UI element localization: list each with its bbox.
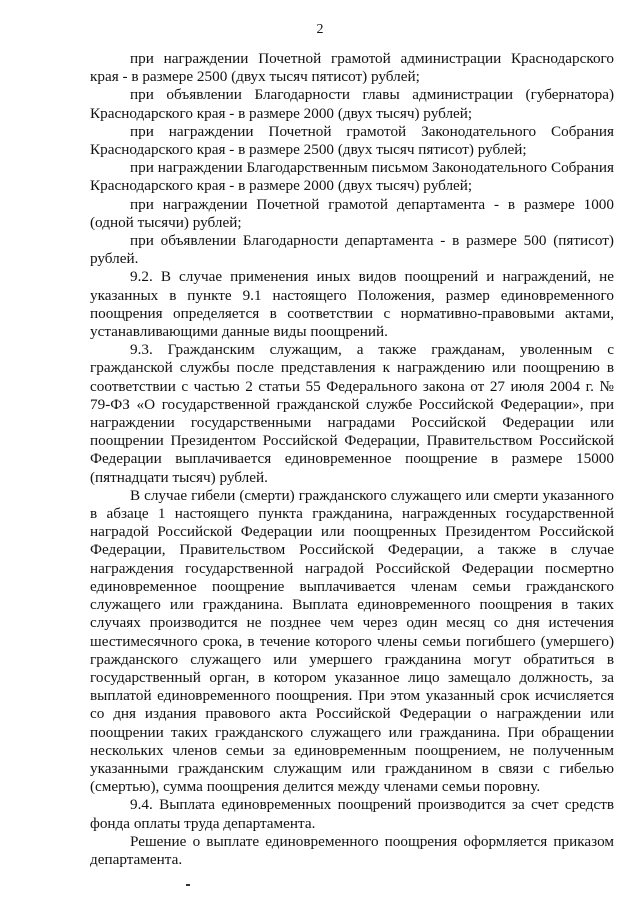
paragraph-payment-decision: Решение о выплате единовременного поощрения оформляется приказом департамента. [90,832,614,868]
paragraph-legislative-assembly-certificate: при награждении Почетной грамотой Законодательного Собрания Краснодарского края - в размере 2500 (двух тысяч пятисот) рублей; [90,122,614,159]
document-body [90,50,614,869]
paragraph-legislative-assembly-letter: при награждении Благодарственным письмом Законодательного Собрания Краснодарского края - в размере 2000 (двух тысяч) рублей; [90,159,614,195]
paragraph-award-krasnodar-admin-certificate: при награждении Почетной грамотой администрации Краснодарского края - в размере 2500 (двух тысяч пятисот) рублей; [90,50,614,86]
paragraph-department-gratitude: при объявлении Благодарности департамента - в размере 500 (пятисот) рублей. [90,232,614,268]
paragraph-clause-9-4: 9.4. Выплата единовременных поощрений производится за счет средств фонда оплаты труда департамента. [90,796,614,832]
scan-mark [186,884,190,886]
paragraph-clause-9-3: 9.3. Гражданским служащим, а также гражданам, уволенным с гражданской службы после представления к награждению или поощрению в соответствии с частью 2 статьи 55 Федерального закона от 27 июля 2004 г. № 79-ФЗ «О государственной гражданской службе Российской Федерации», при награждении государственными наградами Российской Федерации или поощрении Президентом Российской Федерации, Правительством Российской Федерации выплачивается единовременное поощрение в размере 15000 (пятнадцати тысяч) рублей. [90,341,614,486]
paragraph-clause-9-2: 9.2. В случае применения иных видов поощрений и награждений, не указанных в пункте 9.1 настоящего Положения, размер единовременного поощрения определяется в соответствии с нормативно-правовыми актами, устанавливающими данные виды поощрений. [90,268,614,341]
paragraph-death-case: В случае гибели (смерти) гражданского служащего или смерти указанного в абзаце 1 настоящего пункта гражданина, награжденных государственной наградой Российской Федерации или поощренных Президентом Российской Федерации, Правительством Российской Федерации, а также в случае награждения государственной наградой Российской Федерации посмертно единовременное поощрение выплачивается членам семьи гражданского служащего или гражданина. Выплата единовременного поощрения в таких случаях производится не позднее чем через один месяц со дня истечения шестимесячного срока, в течение которого члены семьи погибшего (умершего) гражданского служащего или умершего гражданина могут обратиться в государственный орган, в котором указанное лицо замещало должность, за выплатой единовременного поощрения. При этом указанный срок исчисляется со дня издания правового акта Российской Федерации о награждении или поощрении таких гражданского служащего или гражданина. При обращении нескольких членов семьи за единовременным поощрением, не полученным указанными гражданским служащим или гражданином в связи с гибелью (смертью), сумма поощрения делится между членами семьи поровну. [90,486,614,796]
paragraph-governor-gratitude: при объявлении Благодарности главы администрации (губернатора) Краснодарского края - в размере 2000 (двух тысяч) рублей; [90,86,614,122]
paragraph-department-certificate: при награждении Почетной грамотой департамента - в размере 1000 (одной тысячи) рублей; [90,195,614,231]
page-number: 2 [316,22,324,37]
